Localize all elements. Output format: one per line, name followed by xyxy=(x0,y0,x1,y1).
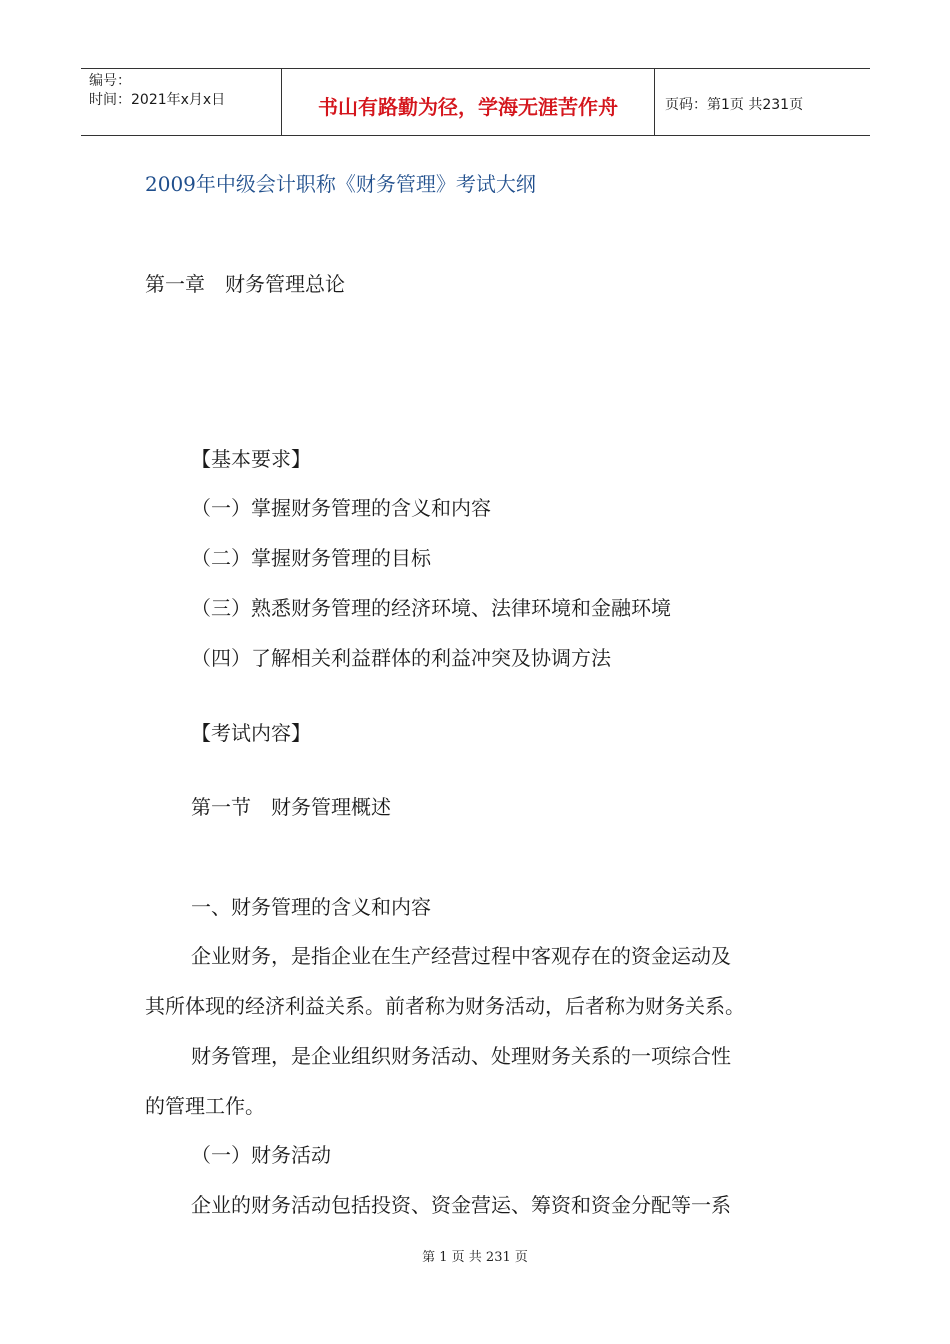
header-page-info: 页码：第1页 共231页 xyxy=(665,97,804,113)
page-header xyxy=(81,68,870,136)
chapter-heading: 第一章 财务管理总论 xyxy=(145,272,345,296)
subheading: 一、财务管理的含义和内容 xyxy=(191,895,431,919)
paragraph-line: 的管理工作。 xyxy=(145,1094,265,1118)
exam-content-heading: 【考试内容】 xyxy=(191,721,311,745)
paragraph-line: 财务管理，是企业组织财务活动、处理财务关系的一项综合性 xyxy=(191,1044,731,1068)
requirement-item: （一）掌握财务管理的含义和内容 xyxy=(191,496,491,520)
header-slogan: 书山有路勤为径，学海无涯苦作舟 xyxy=(282,69,655,135)
document-title: 2009年中级会计职称《财务管理》考试大纲 xyxy=(145,172,536,196)
section-heading: 第一节 财务管理概述 xyxy=(191,795,391,819)
paragraph-line: 企业财务，是指企业在生产经营过程中客观存在的资金运动及 xyxy=(191,944,731,968)
sub-subheading: （一）财务活动 xyxy=(191,1143,331,1167)
paragraph-line: 其所体现的经济利益关系。前者称为财务活动，后者称为财务关系。 xyxy=(145,994,745,1018)
page-footer: 第 1 页 共 231 页 xyxy=(422,1250,528,1265)
requirement-item: （三）熟悉财务管理的经济环境、法律环境和金融环境 xyxy=(191,596,671,620)
paragraph-line: 企业的财务活动包括投资、资金营运、筹资和资金分配等一系 xyxy=(191,1193,731,1217)
header-meta xyxy=(81,69,282,135)
header-number-label: 编号： xyxy=(89,73,131,89)
header-time-label: 时间：2021年x月x日 xyxy=(89,92,226,108)
requirement-item: （四）了解相关利益群体的利益冲突及协调方法 xyxy=(191,646,611,670)
basic-requirements-heading: 【基本要求】 xyxy=(191,447,311,471)
requirement-item: （二）掌握财务管理的目标 xyxy=(191,546,431,570)
